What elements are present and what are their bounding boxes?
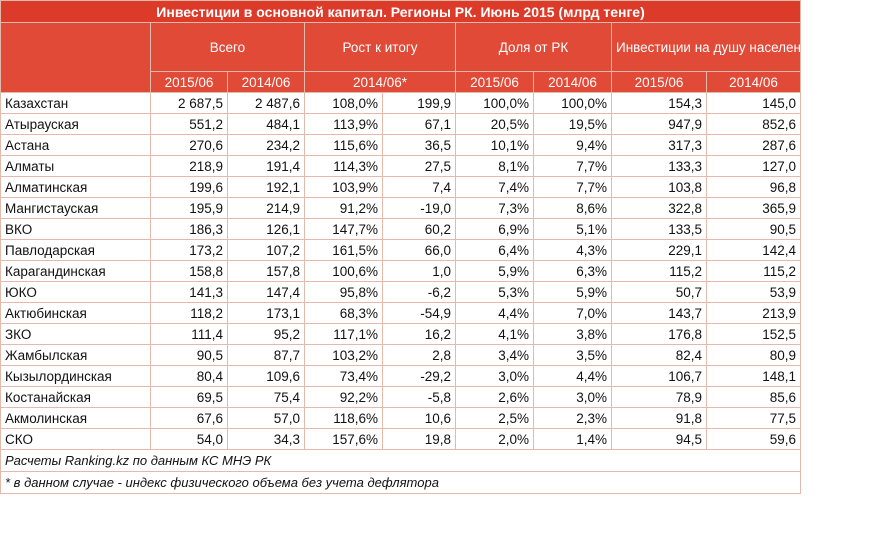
growth-absolute-cell: 2,8 <box>383 345 456 366</box>
table-row <box>1 429 801 450</box>
per-capita-2014-cell: 213,9 <box>707 303 801 324</box>
subheader-total-2015: 2015/06 <box>151 72 228 93</box>
share-2015-cell: 2,0% <box>456 429 534 450</box>
per-capita-2014-cell: 77,5 <box>707 408 801 429</box>
per-capita-2015-cell: 133,3 <box>612 156 707 177</box>
region-cell: Мангистауская <box>1 198 151 219</box>
footnote: * в данном случае - индекс физического объема без учета дефлятора <box>1 472 801 494</box>
share-2014-cell: 5,1% <box>534 219 612 240</box>
per-capita-2014-cell: 145,0 <box>707 93 801 114</box>
per-capita-2014-cell: 115,2 <box>707 261 801 282</box>
share-2015-cell: 10,1% <box>456 135 534 156</box>
share-2014-cell: 19,5% <box>534 114 612 135</box>
total-2014-cell: 157,8 <box>228 261 305 282</box>
per-capita-2015-cell: 229,1 <box>612 240 707 261</box>
share-2015-cell: 4,4% <box>456 303 534 324</box>
share-2014-cell: 7,7% <box>534 177 612 198</box>
total-2015-cell: 218,9 <box>151 156 228 177</box>
total-2015-cell: 199,6 <box>151 177 228 198</box>
share-2014-cell: 5,9% <box>534 282 612 303</box>
growth-percent-cell: 115,6% <box>305 135 383 156</box>
total-2015-cell: 270,6 <box>151 135 228 156</box>
per-capita-2015-cell: 154,3 <box>612 93 707 114</box>
share-2014-cell: 7,7% <box>534 156 612 177</box>
total-2015-cell: 69,5 <box>151 387 228 408</box>
table-body <box>1 93 801 450</box>
share-2015-cell: 3,0% <box>456 366 534 387</box>
growth-percent-cell: 108,0% <box>305 93 383 114</box>
total-2015-cell: 158,8 <box>151 261 228 282</box>
subheader-growth: 2014/06* <box>305 72 456 93</box>
growth-absolute-cell: 19,8 <box>383 429 456 450</box>
table-row <box>1 156 801 177</box>
share-2015-cell: 20,5% <box>456 114 534 135</box>
growth-percent-cell: 91,2% <box>305 198 383 219</box>
share-2015-cell: 2,6% <box>456 387 534 408</box>
per-capita-2015-cell: 947,9 <box>612 114 707 135</box>
share-2014-cell: 6,3% <box>534 261 612 282</box>
total-2014-cell: 57,0 <box>228 408 305 429</box>
region-cell: Алматинская <box>1 177 151 198</box>
region-cell: Казахстан <box>1 93 151 114</box>
region-cell: ЮКО <box>1 282 151 303</box>
growth-absolute-cell: 36,5 <box>383 135 456 156</box>
growth-percent-cell: 118,6% <box>305 408 383 429</box>
growth-absolute-cell: -19,0 <box>383 198 456 219</box>
growth-percent-cell: 103,9% <box>305 177 383 198</box>
region-cell: Павлодарская <box>1 240 151 261</box>
corner-header-cell <box>1 23 151 93</box>
total-2014-cell: 484,1 <box>228 114 305 135</box>
share-2015-cell: 8,1% <box>456 156 534 177</box>
growth-percent-cell: 117,1% <box>305 324 383 345</box>
share-2015-cell: 6,9% <box>456 219 534 240</box>
total-2015-cell: 90,5 <box>151 345 228 366</box>
share-2015-cell: 4,1% <box>456 324 534 345</box>
growth-absolute-cell: 10,6 <box>383 408 456 429</box>
share-2014-cell: 4,3% <box>534 240 612 261</box>
per-capita-2014-cell: 152,5 <box>707 324 801 345</box>
table-row <box>1 303 801 324</box>
header-total: Всего <box>151 23 305 72</box>
total-2015-cell: 141,3 <box>151 282 228 303</box>
per-capita-2014-cell: 148,1 <box>707 366 801 387</box>
per-capita-2015-cell: 82,4 <box>612 345 707 366</box>
share-2014-cell: 3,0% <box>534 387 612 408</box>
share-2015-cell: 7,4% <box>456 177 534 198</box>
growth-absolute-cell: -54,9 <box>383 303 456 324</box>
total-2014-cell: 126,1 <box>228 219 305 240</box>
table-row <box>1 93 801 114</box>
region-cell: Атырауская <box>1 114 151 135</box>
share-2015-cell: 5,3% <box>456 282 534 303</box>
total-2015-cell: 186,3 <box>151 219 228 240</box>
share-2014-cell: 100,0% <box>534 93 612 114</box>
per-capita-2015-cell: 317,3 <box>612 135 707 156</box>
growth-percent-cell: 92,2% <box>305 387 383 408</box>
subheader-per-capita-2014: 2014/06 <box>707 72 801 93</box>
per-capita-2015-cell: 143,7 <box>612 303 707 324</box>
total-2015-cell: 195,9 <box>151 198 228 219</box>
per-capita-2014-cell: 142,4 <box>707 240 801 261</box>
growth-absolute-cell: 7,4 <box>383 177 456 198</box>
header-growth: Рост к итогу <box>305 23 456 72</box>
region-cell: Карагандинская <box>1 261 151 282</box>
share-2014-cell: 8,6% <box>534 198 612 219</box>
region-cell: Алматы <box>1 156 151 177</box>
table-row <box>1 240 801 261</box>
growth-percent-cell: 73,4% <box>305 366 383 387</box>
share-2014-cell: 3,5% <box>534 345 612 366</box>
table-row <box>1 114 801 135</box>
growth-percent-cell: 157,6% <box>305 429 383 450</box>
region-cell: Актюбинская <box>1 303 151 324</box>
per-capita-2014-cell: 365,9 <box>707 198 801 219</box>
total-2015-cell: 551,2 <box>151 114 228 135</box>
subheader-per-capita-2015: 2015/06 <box>612 72 707 93</box>
region-cell: СКО <box>1 429 151 450</box>
growth-absolute-cell: 66,0 <box>383 240 456 261</box>
total-2014-cell: 192,1 <box>228 177 305 198</box>
table-row <box>1 219 801 240</box>
region-cell: Астана <box>1 135 151 156</box>
share-2014-cell: 3,8% <box>534 324 612 345</box>
total-2014-cell: 214,9 <box>228 198 305 219</box>
total-2014-cell: 173,1 <box>228 303 305 324</box>
total-2015-cell: 80,4 <box>151 366 228 387</box>
total-2015-cell: 67,6 <box>151 408 228 429</box>
total-2014-cell: 191,4 <box>228 156 305 177</box>
table-row <box>1 387 801 408</box>
growth-absolute-cell: -5,8 <box>383 387 456 408</box>
total-2014-cell: 109,6 <box>228 366 305 387</box>
table-row <box>1 324 801 345</box>
total-2014-cell: 75,4 <box>228 387 305 408</box>
per-capita-2015-cell: 91,8 <box>612 408 707 429</box>
table-row <box>1 408 801 429</box>
growth-absolute-cell: 1,0 <box>383 261 456 282</box>
table-row <box>1 198 801 219</box>
growth-percent-cell: 161,5% <box>305 240 383 261</box>
growth-absolute-cell: 67,1 <box>383 114 456 135</box>
share-2015-cell: 6,4% <box>456 240 534 261</box>
growth-absolute-cell: -29,2 <box>383 366 456 387</box>
growth-absolute-cell: 16,2 <box>383 324 456 345</box>
subheader-total-2014: 2014/06 <box>228 72 305 93</box>
table-row <box>1 282 801 303</box>
region-cell: Кызылординская <box>1 366 151 387</box>
total-2015-cell: 54,0 <box>151 429 228 450</box>
total-2015-cell: 2 687,5 <box>151 93 228 114</box>
growth-percent-cell: 147,7% <box>305 219 383 240</box>
header-share: Доля от РК <box>456 23 612 72</box>
per-capita-2014-cell: 80,9 <box>707 345 801 366</box>
per-capita-2014-cell: 53,9 <box>707 282 801 303</box>
subheader-share-2015: 2015/06 <box>456 72 534 93</box>
total-2014-cell: 34,3 <box>228 429 305 450</box>
per-capita-2015-cell: 78,9 <box>612 387 707 408</box>
total-2014-cell: 234,2 <box>228 135 305 156</box>
share-2014-cell: 1,4% <box>534 429 612 450</box>
total-2014-cell: 87,7 <box>228 345 305 366</box>
table-row <box>1 366 801 387</box>
share-2014-cell: 2,3% <box>534 408 612 429</box>
share-2015-cell: 2,5% <box>456 408 534 429</box>
region-cell: ЗКО <box>1 324 151 345</box>
table-row <box>1 177 801 198</box>
total-2015-cell: 118,2 <box>151 303 228 324</box>
per-capita-2014-cell: 852,6 <box>707 114 801 135</box>
total-2014-cell: 107,2 <box>228 240 305 261</box>
per-capita-2015-cell: 115,2 <box>612 261 707 282</box>
region-cell: ВКО <box>1 219 151 240</box>
region-cell: Костанайская <box>1 387 151 408</box>
per-capita-2014-cell: 96,8 <box>707 177 801 198</box>
source-note: Расчеты Ranking.kz по данным КС МНЭ РК <box>1 450 801 472</box>
per-capita-2014-cell: 59,6 <box>707 429 801 450</box>
per-capita-2014-cell: 287,6 <box>707 135 801 156</box>
growth-absolute-cell: 199,9 <box>383 93 456 114</box>
per-capita-2015-cell: 94,5 <box>612 429 707 450</box>
table-row <box>1 135 801 156</box>
growth-absolute-cell: 27,5 <box>383 156 456 177</box>
total-2014-cell: 95,2 <box>228 324 305 345</box>
per-capita-2015-cell: 50,7 <box>612 282 707 303</box>
table-row <box>1 345 801 366</box>
total-2015-cell: 173,2 <box>151 240 228 261</box>
share-2014-cell: 7,0% <box>534 303 612 324</box>
table-row <box>1 261 801 282</box>
table-title: Инвестиции в основной капитал. Регионы РК. Июнь 2015 (млрд тенге) <box>1 1 801 23</box>
per-capita-2014-cell: 127,0 <box>707 156 801 177</box>
total-2014-cell: 147,4 <box>228 282 305 303</box>
growth-percent-cell: 68,3% <box>305 303 383 324</box>
share-2015-cell: 3,4% <box>456 345 534 366</box>
growth-absolute-cell: 60,2 <box>383 219 456 240</box>
growth-percent-cell: 114,3% <box>305 156 383 177</box>
header-per-capita: Инвестиции на душу населения (тыс. тенге) <box>612 23 801 72</box>
share-2014-cell: 9,4% <box>534 135 612 156</box>
total-2014-cell: 2 487,6 <box>228 93 305 114</box>
per-capita-2015-cell: 176,8 <box>612 324 707 345</box>
subheader-share-2014: 2014/06 <box>534 72 612 93</box>
growth-percent-cell: 100,6% <box>305 261 383 282</box>
per-capita-2014-cell: 90,5 <box>707 219 801 240</box>
share-2015-cell: 7,3% <box>456 198 534 219</box>
growth-percent-cell: 103,2% <box>305 345 383 366</box>
share-2014-cell: 4,4% <box>534 366 612 387</box>
per-capita-2015-cell: 106,7 <box>612 366 707 387</box>
share-2015-cell: 100,0% <box>456 93 534 114</box>
growth-percent-cell: 113,9% <box>305 114 383 135</box>
per-capita-2014-cell: 85,6 <box>707 387 801 408</box>
region-cell: Жамбылская <box>1 345 151 366</box>
region-cell: Акмолинская <box>1 408 151 429</box>
total-2015-cell: 111,4 <box>151 324 228 345</box>
growth-absolute-cell: -6,2 <box>383 282 456 303</box>
per-capita-2015-cell: 133,5 <box>612 219 707 240</box>
share-2015-cell: 5,9% <box>456 261 534 282</box>
growth-percent-cell: 95,8% <box>305 282 383 303</box>
per-capita-2015-cell: 103,8 <box>612 177 707 198</box>
per-capita-2015-cell: 322,8 <box>612 198 707 219</box>
